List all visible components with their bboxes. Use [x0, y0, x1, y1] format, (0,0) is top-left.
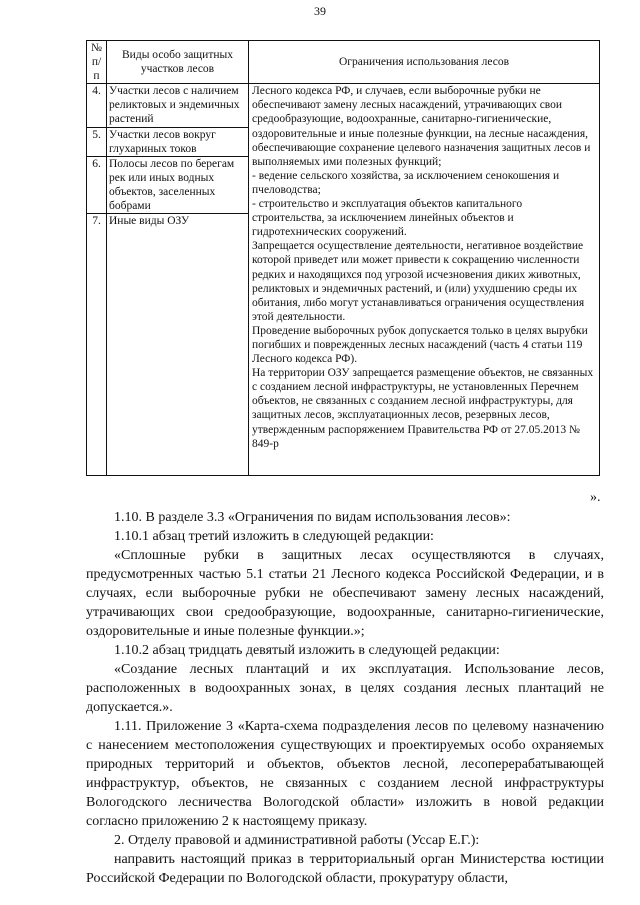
row-number: 5. [87, 127, 107, 156]
restriction-paragraph: Проведение выборочных рубок допускается только в целях вырубки погибших и поврежденных лесных насаждений (часть 4 статьи 119 Лесного кодекса РФ). [252, 324, 588, 366]
header-restrictions: Ограничения использования лесов [249, 41, 600, 84]
row-type: Участки лесов вокруг глухариных токов [107, 127, 249, 156]
row-number: 6. [87, 156, 107, 213]
restriction-paragraph: - строительство и эксплуатация объектов капитального строительства, за исключением линейных объектов и гидротехнических сооружений. [252, 198, 523, 239]
restriction-paragraph: Лесного кодекса РФ, и случаев, если выборочные рубки не обеспечивают замену лесных насаждений, утрачивающих свои средообразующие, водоохранные, санитарно-гигиенические, оздоровительные и иные полезные функции, на лесные насаждения, обеспечивающие сохранение целевого назначения защитных лесов и выполняемых ими полезных функций; [252, 85, 591, 168]
restrictions-table [86, 40, 600, 476]
row-type: Участки лесов с наличием реликтовых и эндемичных растений [107, 84, 249, 127]
header-type: Виды особо защитных участков лесов [107, 41, 249, 84]
paragraph: 1.11. Приложение 3 «Карта-схема подразделения лесов по целевому назначению с нанесением местоположения существующих и проектируемых особо охраняемых природных территорий и объектов, объектов лесной, лесоперерабатывающей инфраструктур, объектов, не связанных с созданием лесной инфраструктуры Вологодского лесничества Вологодской области» изложить в новой редакции согласно приложению 2 к настоящему приказу. [86, 719, 604, 829]
paragraph: 1.10.2 абзац тридцать девятый изложить в следующей редакции: [114, 643, 500, 658]
document-body [86, 508, 604, 888]
table-header-row [87, 41, 600, 84]
paragraph: «Сплошные рубки в защитных лесах осуществляются в случаях, предусмотренных частью 5.1 статьи 21 Лесного кодекса Российской Федерации, и в случаях, если выборочные рубки не обеспечивают замену лесных насаждений, утрачивающих свои средообразующие, водоохранные, санитарно-гигиенические, оздоровительные и иные полезные функции.»; [86, 548, 604, 639]
paragraph: «Создание лесных плантаций и их эксплуатация. Использование лесов, расположенных в водоохранных зонах, в целях создания лесных плантаций не допускается.». [86, 662, 604, 715]
header-number: № п/п [87, 41, 107, 84]
table-row [87, 84, 600, 127]
restriction-paragraph: На территории ОЗУ запрещается размещение объектов, не связанных с созданием лесной инфраструктуры, не установленных Перечнем объектов, не связанных с созданием лесной инфраструктуры, для защитных лесов, эксплуатационных лесов, резервных лесов, утвержденным распоряжением Правительства РФ от 27.05.2013 № 849-р [252, 367, 594, 450]
restriction-paragraph: Запрещается осуществление деятельности, негативное воздействие которой приведет или может привести к сокращению численности редких и находящихся под угрозой исчезновения диких животных, реликтовых и эндемичных растений, и (или) ухудшению среды их обитания, либо могут устанавливаться ограничения осуществления этой деятельности. [252, 240, 585, 323]
row-number: 7. [87, 214, 107, 476]
paragraph: 1.10.1 абзац третий изложить в следующей редакции: [114, 529, 434, 544]
restrictions-cell [249, 84, 600, 476]
row-number: 4. [87, 84, 107, 127]
restriction-paragraph: - ведение сельского хозяйства, за исключением сенокошения и пчеловодства; [252, 169, 560, 196]
paragraph: 2. Отделу правовой и административной работы (Уссар Е.Г.): [114, 833, 480, 848]
paragraph: направить настоящий приказ в территориальный орган Министерства юстиции Российской Федерации по Вологодской области, прокуратуру области, [86, 852, 604, 886]
row-type: Иные виды ОЗУ [107, 214, 249, 476]
row-type: Полосы лесов по берегам рек или иных водных объектов, заселенных бобрами [107, 156, 249, 213]
quote-end: ». [590, 490, 601, 505]
paragraph: 1.10. В разделе 3.3 «Ограничения по видам использования лесов»: [114, 510, 511, 525]
page-number: 39 [314, 4, 326, 18]
